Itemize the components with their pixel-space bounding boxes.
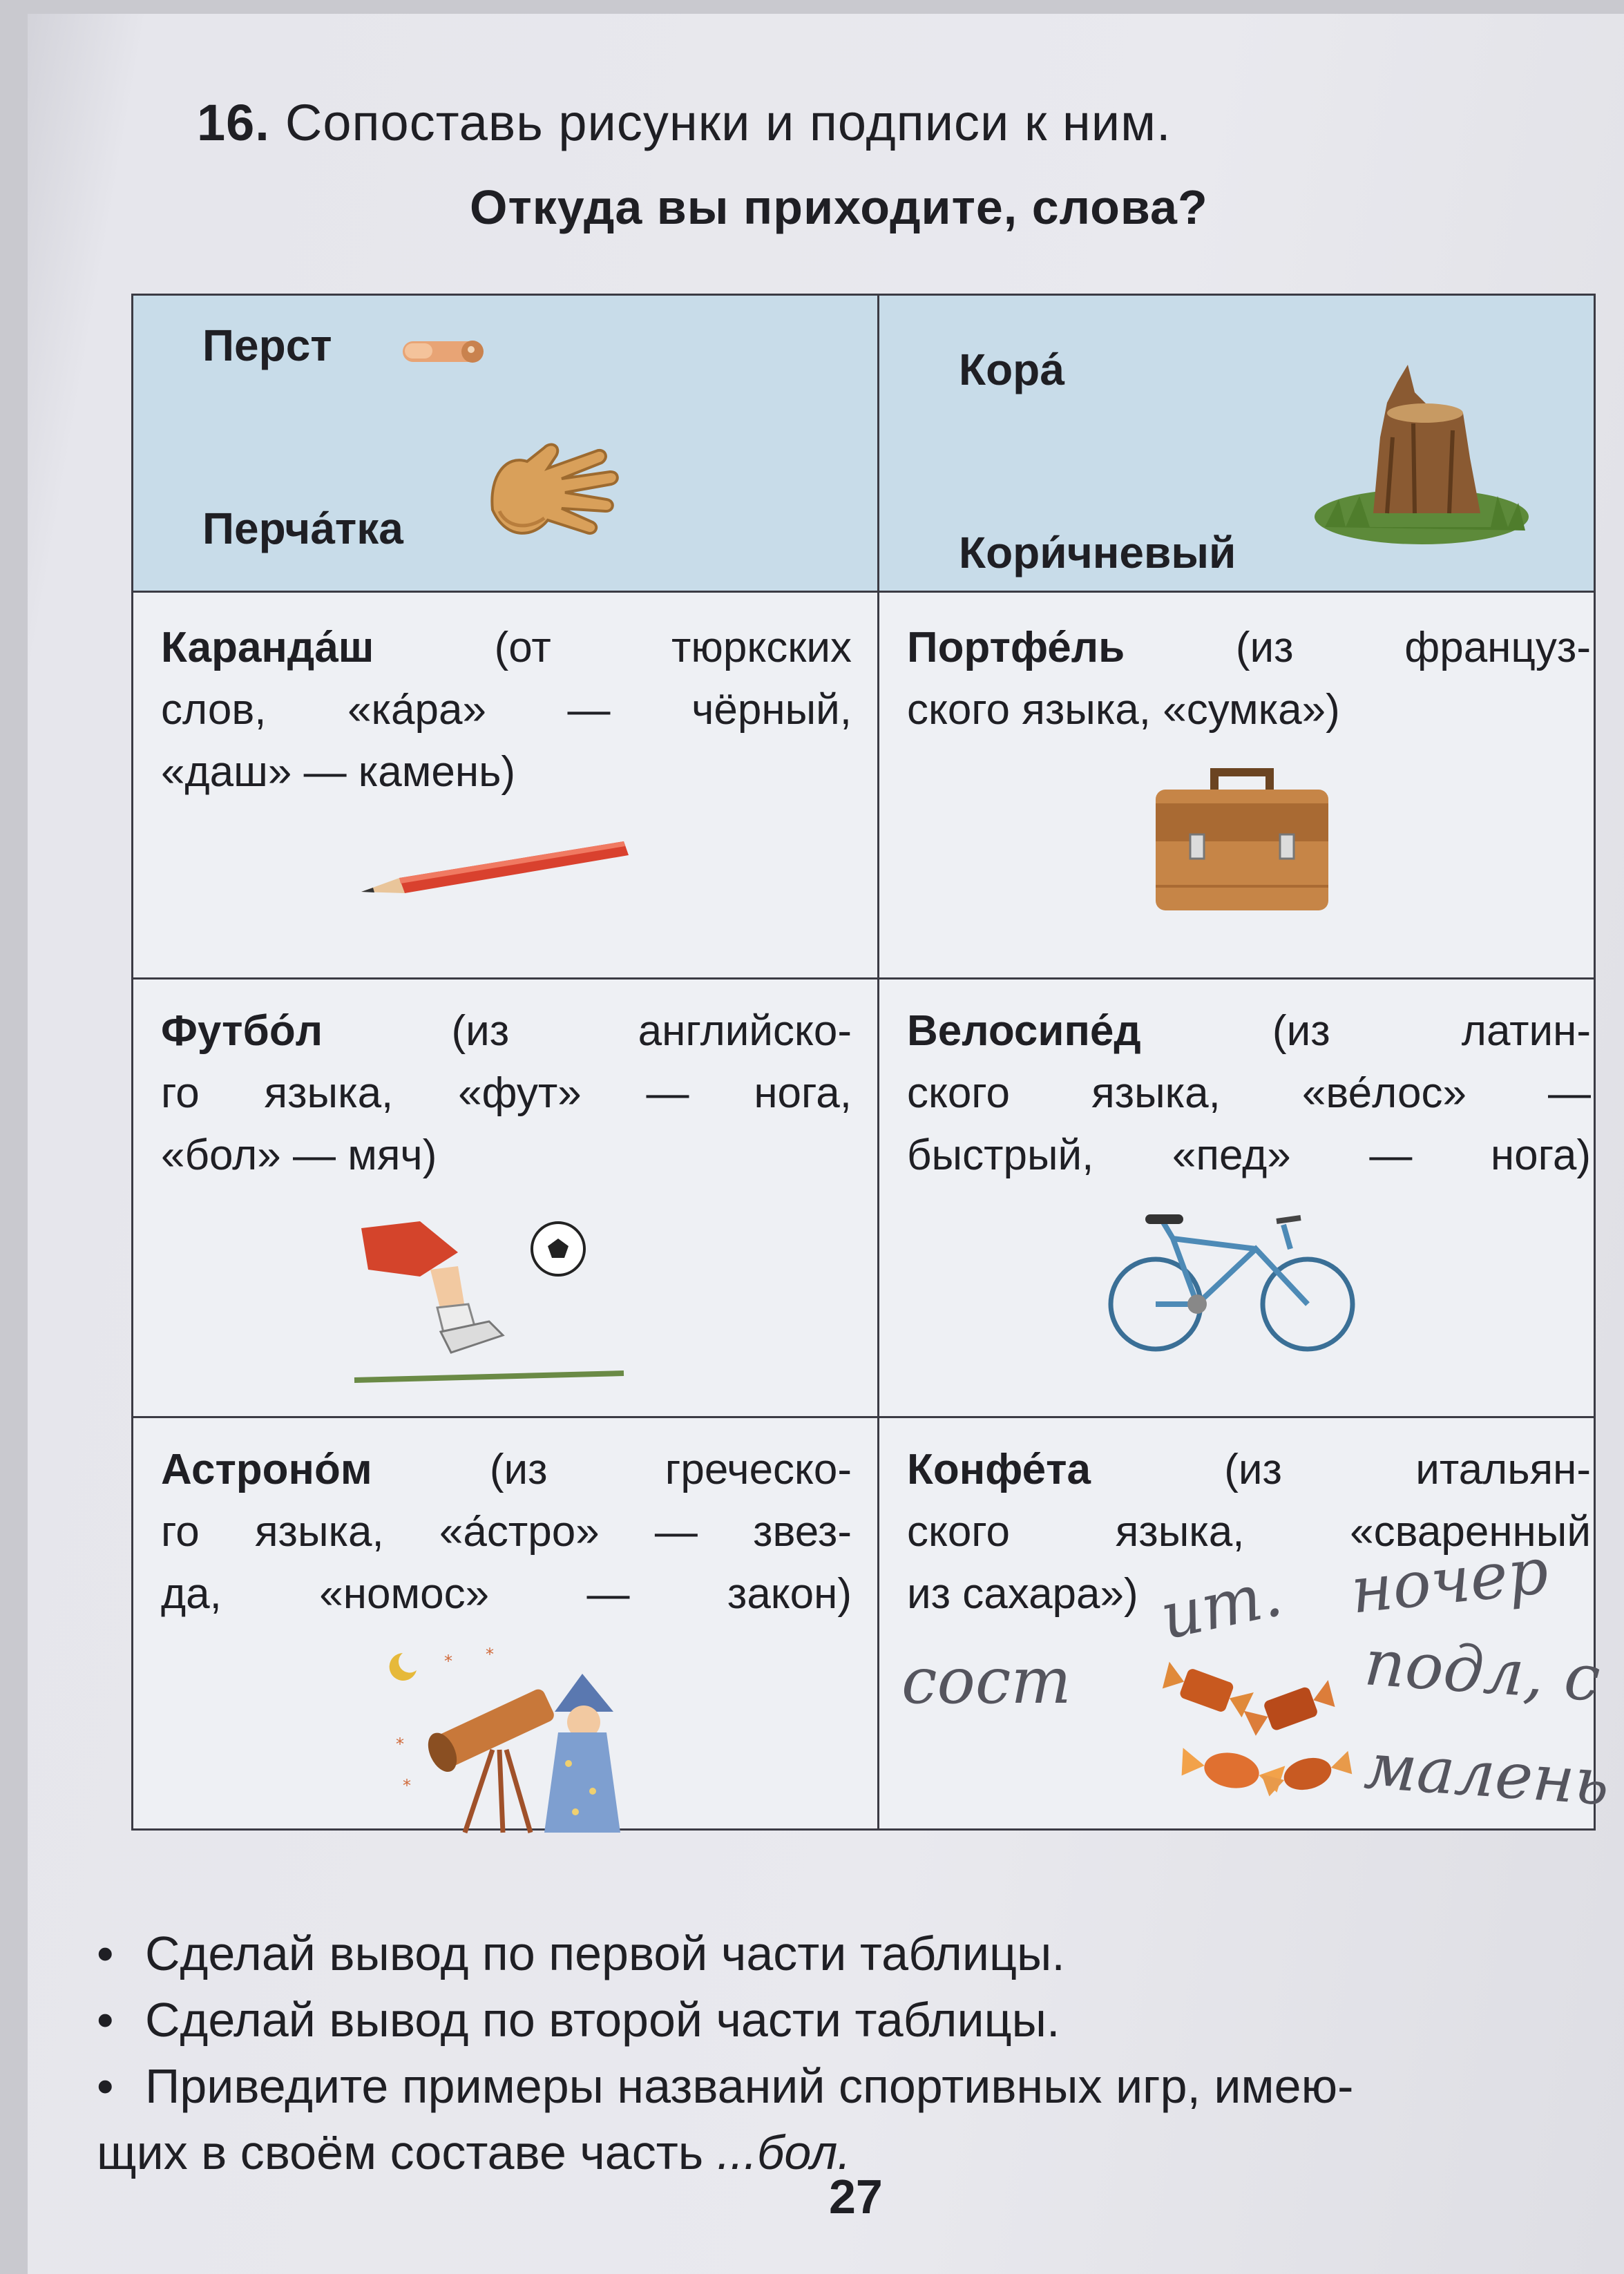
task-2: • Сделай вывод по второй части таблицы.	[97, 1993, 1060, 2047]
astronom-line-3: да, «номос» — закон)	[161, 1570, 852, 1618]
futbol-line-3: «бол» — мяч)	[161, 1131, 437, 1179]
task-3-continued: щих в своём составе часть ...бол.	[97, 2125, 851, 2179]
exercise-number: 16.	[197, 94, 270, 151]
word-perchatka: Перча́тка	[202, 504, 403, 553]
futbol-line-1: (из английско-	[451, 1007, 852, 1055]
word-perst: Перст	[202, 321, 332, 370]
word-portfel: Портфе́ль	[907, 624, 1125, 671]
tree-stump-icon	[1311, 354, 1532, 555]
handwriting-note-5: малень	[1362, 1728, 1612, 1820]
text-velosiped	[907, 1000, 1591, 1187]
text-astronom	[161, 1439, 852, 1625]
word-velosiped: Велосипе́д	[907, 1007, 1141, 1055]
konfeta-line-3: из сахара»)	[907, 1570, 1138, 1618]
cell-velosiped	[879, 980, 1594, 1418]
candies-icon	[1156, 1646, 1363, 1819]
pencil-icon	[358, 838, 634, 900]
cell-karandash	[133, 593, 879, 980]
karandash-line-2: слов, «ка́ра» — чёрный,	[161, 686, 852, 734]
task-3: • Приведите примеры названий спортивных игр, имею-	[97, 2059, 1354, 2113]
exercise-heading	[197, 93, 1172, 152]
astronom-line-2: го языка, «а́стро» — звез-	[161, 1508, 852, 1556]
handwriting-note-4: подл, с	[1362, 1625, 1603, 1716]
portfel-line-1: (из француз-	[1235, 624, 1591, 671]
task-1: • Сделай вывод по первой части таблицы.	[97, 1927, 1065, 1980]
velosiped-line-1: (из латин-	[1272, 1007, 1591, 1055]
text-futbol	[161, 1000, 852, 1187]
cell-futbol	[133, 980, 879, 1418]
karandash-line-1: (от тюркских	[494, 624, 852, 671]
page-number: 27	[829, 2170, 883, 2224]
word-kora: Кора́	[959, 345, 1064, 394]
karandash-line-3: «даш» — камень)	[161, 748, 516, 796]
telescope-astronomer-icon	[382, 1646, 658, 1846]
football-kick-icon	[354, 1214, 631, 1387]
word-konfeta: Конфе́та	[907, 1446, 1091, 1493]
finger-icon	[399, 329, 489, 370]
svg-text:*: *	[486, 1645, 494, 1664]
word-korichnevy: Кори́чневый	[959, 528, 1236, 577]
svg-text:*: *	[403, 1776, 411, 1795]
svg-text:*: *	[396, 1735, 404, 1754]
cell-portfel	[879, 593, 1594, 980]
text-karandash	[161, 617, 852, 803]
word-astronom: Астроно́м	[161, 1446, 372, 1493]
exercise-instruction: Сопоставь рисунки и подписи к ним.	[285, 94, 1172, 151]
velosiped-line-3: быстрый, «пед» — нога)	[907, 1131, 1591, 1179]
astronom-line-1: (из греческо-	[489, 1446, 852, 1493]
handwriting-note-1: ит.	[1154, 1556, 1288, 1654]
suffix-bol: ...бол.	[716, 2125, 851, 2179]
cell-astronom	[133, 1418, 879, 1828]
word-karandash: Каранда́ш	[161, 624, 374, 671]
textbook-page	[28, 14, 1624, 2274]
word-futbol: Футбо́л	[161, 1007, 323, 1055]
header-cell-kora	[879, 296, 1594, 593]
handwriting-note-2: ночер	[1347, 1533, 1552, 1628]
handwriting-note-3: сост	[901, 1644, 1071, 1718]
konfeta-line-2: ского языка, «сваренный	[907, 1508, 1591, 1556]
futbol-line-2: го языка, «фут» — нога,	[161, 1069, 852, 1117]
task-list	[97, 1920, 1582, 2186]
konfeta-line-1: (из итальян-	[1224, 1446, 1591, 1493]
velosiped-line-2: ского языка, «ве́лос» —	[907, 1069, 1591, 1117]
svg-text:*: *	[444, 1652, 452, 1671]
header-cell-perst	[133, 296, 879, 593]
bicycle-icon	[1104, 1201, 1366, 1359]
text-portfel	[907, 617, 1591, 741]
briefcase-icon	[1149, 762, 1335, 917]
portfel-line-2: ского языка, «сумка»)	[907, 686, 1340, 734]
table-title: Откуда вы приходите, слова?	[470, 180, 1208, 234]
glove-icon	[479, 434, 631, 551]
